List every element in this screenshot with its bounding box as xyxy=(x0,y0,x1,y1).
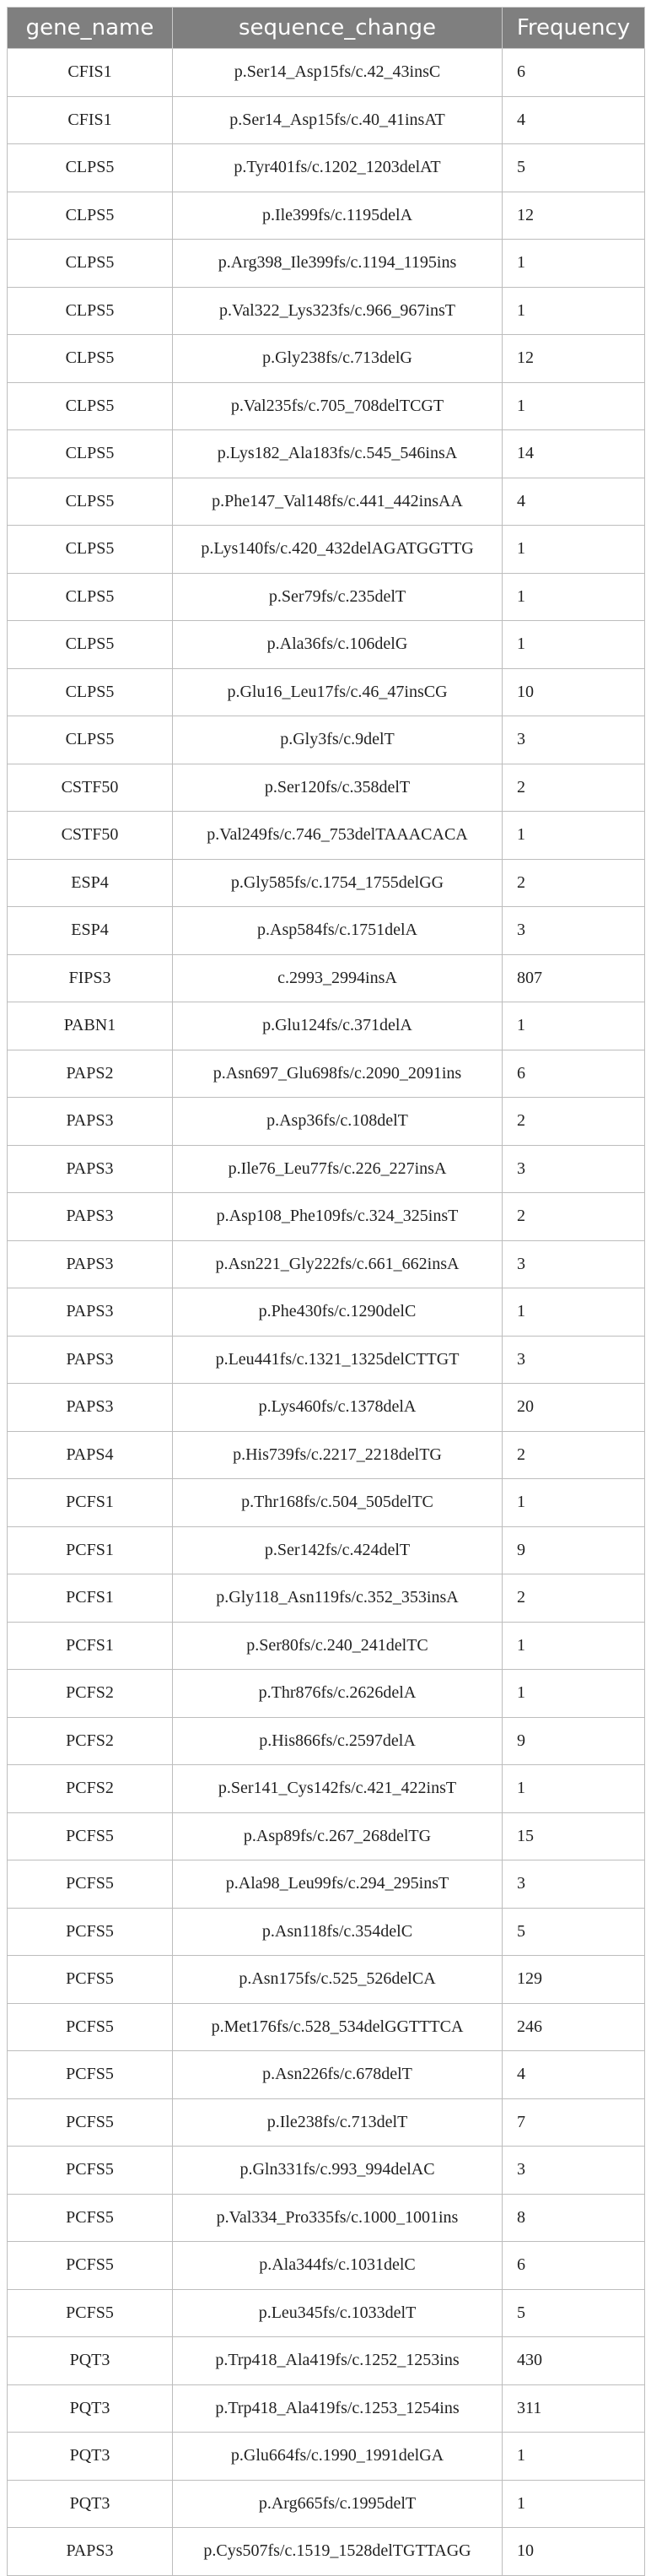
table-row xyxy=(8,907,645,955)
table-row xyxy=(8,2528,645,2576)
table-row xyxy=(8,1622,645,1670)
frequency-cell: 12 xyxy=(503,192,645,240)
sequence-change-cell: p.Ile238fs/c.713delT xyxy=(173,2098,503,2147)
table-row xyxy=(8,1431,645,1479)
frequency-cell: 20 xyxy=(503,1384,645,1432)
gene-name-cell: PAPS3 xyxy=(8,1145,173,1193)
frequency-cell: 8 xyxy=(503,2194,645,2242)
frequency-cell: 4 xyxy=(503,2051,645,2099)
gene-name-cell: PCFS5 xyxy=(8,2194,173,2242)
sequence-change-cell: p.Thr876fs/c.2626delA xyxy=(173,1670,503,1718)
gene-name-cell: CLPS5 xyxy=(8,716,173,764)
sequence-change-cell: p.Ser14_Asp15fs/c.42_43insC xyxy=(173,49,503,97)
table-row xyxy=(8,430,645,478)
frequency-cell: 3 xyxy=(503,1145,645,1193)
sequence-change-cell: c.2993_2994insA xyxy=(173,954,503,1002)
sequence-change-cell: p.Gly3fs/c.9delT xyxy=(173,716,503,764)
gene-name-cell: CLPS5 xyxy=(8,240,173,288)
header-row xyxy=(8,8,645,49)
gene-name-cell: CLPS5 xyxy=(8,573,173,621)
frequency-cell: 3 xyxy=(503,1240,645,1288)
frequency-cell: 3 xyxy=(503,907,645,955)
sequence-change-cell: p.Asp108_Phe109fs/c.324_325insT xyxy=(173,1193,503,1241)
mutation-table xyxy=(7,7,645,2576)
sequence-change-cell: p.Ser141_Cys142fs/c.421_422insT xyxy=(173,1765,503,1813)
header-sequence-change: sequence_change xyxy=(173,8,503,49)
frequency-cell: 1 xyxy=(503,812,645,860)
sequence-change-cell: p.Arg398_Ile399fs/c.1194_1195ins xyxy=(173,240,503,288)
table-body xyxy=(8,49,645,2576)
frequency-cell: 430 xyxy=(503,2337,645,2385)
gene-name-cell: PAPS3 xyxy=(8,1098,173,1146)
frequency-cell: 2 xyxy=(503,1193,645,1241)
gene-name-cell: PCFS5 xyxy=(8,2147,173,2195)
table-row xyxy=(8,621,645,669)
frequency-cell: 1 xyxy=(503,2480,645,2528)
gene-name-cell: CLPS5 xyxy=(8,621,173,669)
gene-name-cell: CLPS5 xyxy=(8,526,173,574)
frequency-cell: 2 xyxy=(503,1431,645,1479)
table-row xyxy=(8,2337,645,2385)
sequence-change-cell: p.Arg665fs/c.1995delT xyxy=(173,2480,503,2528)
gene-name-cell: PAPS3 xyxy=(8,1336,173,1384)
frequency-cell: 5 xyxy=(503,144,645,192)
sequence-change-cell: p.Ile399fs/c.1195delA xyxy=(173,192,503,240)
sequence-change-cell: p.Phe147_Val148fs/c.441_442insAA xyxy=(173,478,503,526)
sequence-change-cell: p.Lys460fs/c.1378delA xyxy=(173,1384,503,1432)
gene-name-cell: CSTF50 xyxy=(8,812,173,860)
sequence-change-cell: p.Asp584fs/c.1751delA xyxy=(173,907,503,955)
sequence-change-cell: p.Gly585fs/c.1754_1755delGG xyxy=(173,859,503,907)
frequency-cell: 3 xyxy=(503,1336,645,1384)
sequence-change-cell: p.Asp36fs/c.108delT xyxy=(173,1098,503,1146)
sequence-change-cell: p.Ala344fs/c.1031delC xyxy=(173,2242,503,2290)
table-row xyxy=(8,1860,645,1909)
table-row xyxy=(8,1812,645,1860)
table-row xyxy=(8,2003,645,2051)
table-row xyxy=(8,764,645,812)
gene-name-cell: PQT3 xyxy=(8,2433,173,2481)
frequency-cell: 1 xyxy=(503,240,645,288)
table-row xyxy=(8,1384,645,1432)
sequence-change-cell: p.Ser79fs/c.235delT xyxy=(173,573,503,621)
gene-name-cell: CLPS5 xyxy=(8,382,173,430)
gene-name-cell: PAPS3 xyxy=(8,1240,173,1288)
table-row xyxy=(8,96,645,144)
frequency-cell: 10 xyxy=(503,668,645,716)
frequency-cell: 1 xyxy=(503,1622,645,1670)
sequence-change-cell: p.Lys182_Ala183fs/c.545_546insA xyxy=(173,430,503,478)
gene-name-cell: PCFS2 xyxy=(8,1765,173,1813)
table-row xyxy=(8,1908,645,1956)
gene-name-cell: PCFS5 xyxy=(8,1908,173,1956)
frequency-cell: 1 xyxy=(503,1765,645,1813)
table-row xyxy=(8,2289,645,2337)
sequence-change-cell: p.Ile76_Leu77fs/c.226_227insA xyxy=(173,1145,503,1193)
table-row xyxy=(8,287,645,335)
table-row xyxy=(8,192,645,240)
sequence-change-cell: p.Trp418_Ala419fs/c.1253_1254ins xyxy=(173,2384,503,2433)
frequency-cell: 1 xyxy=(503,2433,645,2481)
gene-name-cell: CSTF50 xyxy=(8,764,173,812)
gene-name-cell: PABN1 xyxy=(8,1002,173,1050)
gene-name-cell: PCFS5 xyxy=(8,1812,173,1860)
table-row xyxy=(8,2098,645,2147)
sequence-change-cell: p.Val334_Pro335fs/c.1000_1001ins xyxy=(173,2194,503,2242)
gene-name-cell: PCFS5 xyxy=(8,2289,173,2337)
table-row xyxy=(8,812,645,860)
sequence-change-cell: p.Val322_Lys323fs/c.966_967insT xyxy=(173,287,503,335)
table-row xyxy=(8,573,645,621)
table-row xyxy=(8,1050,645,1098)
table-row xyxy=(8,2147,645,2195)
sequence-change-cell: p.Phe430fs/c.1290delC xyxy=(173,1288,503,1337)
sequence-change-cell: p.Trp418_Ala419fs/c.1252_1253ins xyxy=(173,2337,503,2385)
sequence-change-cell: p.Asn697_Glu698fs/c.2090_2091ins xyxy=(173,1050,503,1098)
gene-name-cell: ESP4 xyxy=(8,907,173,955)
table-row xyxy=(8,1193,645,1241)
gene-name-cell: PAPS2 xyxy=(8,1050,173,1098)
sequence-change-cell: p.Ala98_Leu99fs/c.294_295insT xyxy=(173,1860,503,1909)
table-row xyxy=(8,526,645,574)
table-row xyxy=(8,668,645,716)
frequency-cell: 6 xyxy=(503,49,645,97)
sequence-change-cell: p.Asn175fs/c.525_526delCA xyxy=(173,1956,503,2004)
frequency-cell: 5 xyxy=(503,2289,645,2337)
frequency-cell: 1 xyxy=(503,1479,645,1527)
frequency-cell: 246 xyxy=(503,2003,645,2051)
frequency-cell: 807 xyxy=(503,954,645,1002)
table-row xyxy=(8,1288,645,1337)
frequency-cell: 4 xyxy=(503,478,645,526)
frequency-cell: 15 xyxy=(503,1812,645,1860)
sequence-change-cell: p.Asn221_Gly222fs/c.661_662insA xyxy=(173,1240,503,1288)
gene-name-cell: PCFS1 xyxy=(8,1622,173,1670)
sequence-change-cell: p.Gln331fs/c.993_994delAC xyxy=(173,2147,503,2195)
table-row xyxy=(8,1956,645,2004)
frequency-cell: 10 xyxy=(503,2528,645,2576)
frequency-cell: 3 xyxy=(503,1860,645,1909)
frequency-cell: 1 xyxy=(503,287,645,335)
frequency-cell: 5 xyxy=(503,1908,645,1956)
gene-name-cell: CFIS1 xyxy=(8,49,173,97)
gene-name-cell: CLPS5 xyxy=(8,478,173,526)
frequency-cell: 1 xyxy=(503,1002,645,1050)
frequency-cell: 1 xyxy=(503,573,645,621)
frequency-cell: 7 xyxy=(503,2098,645,2147)
frequency-cell: 4 xyxy=(503,96,645,144)
sequence-change-cell: p.Ser142fs/c.424delT xyxy=(173,1526,503,1574)
table-row xyxy=(8,1574,645,1623)
sequence-change-cell: p.Leu441fs/c.1321_1325delCTTGT xyxy=(173,1336,503,1384)
sequence-change-cell: p.Leu345fs/c.1033delT xyxy=(173,2289,503,2337)
table-row xyxy=(8,2051,645,2099)
gene-name-cell: CLPS5 xyxy=(8,668,173,716)
gene-name-cell: CLPS5 xyxy=(8,192,173,240)
table-row xyxy=(8,1717,645,1765)
frequency-cell: 12 xyxy=(503,335,645,383)
table-row xyxy=(8,478,645,526)
table-row xyxy=(8,859,645,907)
sequence-change-cell: p.Gly118_Asn119fs/c.352_353insA xyxy=(173,1574,503,1623)
sequence-change-cell: p.Met176fs/c.528_534delGGTTTCA xyxy=(173,2003,503,2051)
table-row xyxy=(8,954,645,1002)
frequency-cell: 3 xyxy=(503,716,645,764)
table-row xyxy=(8,1240,645,1288)
table-row xyxy=(8,1002,645,1050)
table-row xyxy=(8,1765,645,1813)
gene-name-cell: PQT3 xyxy=(8,2337,173,2385)
gene-name-cell: CLPS5 xyxy=(8,335,173,383)
table-row xyxy=(8,1526,645,1574)
table-row xyxy=(8,2480,645,2528)
sequence-change-cell: p.Glu124fs/c.371delA xyxy=(173,1002,503,1050)
frequency-cell: 9 xyxy=(503,1717,645,1765)
gene-name-cell: PCFS5 xyxy=(8,2242,173,2290)
sequence-change-cell: p.Thr168fs/c.504_505delTC xyxy=(173,1479,503,1527)
table-row xyxy=(8,1145,645,1193)
gene-name-cell: PCFS1 xyxy=(8,1574,173,1623)
frequency-cell: 14 xyxy=(503,430,645,478)
gene-name-cell: PCFS2 xyxy=(8,1670,173,1718)
gene-name-cell: PCFS1 xyxy=(8,1479,173,1527)
table-row xyxy=(8,1336,645,1384)
frequency-cell: 2 xyxy=(503,1098,645,1146)
sequence-change-cell: p.Ser120fs/c.358delT xyxy=(173,764,503,812)
table-row xyxy=(8,1098,645,1146)
frequency-cell: 2 xyxy=(503,859,645,907)
gene-name-cell: PCFS5 xyxy=(8,1956,173,2004)
frequency-cell: 3 xyxy=(503,2147,645,2195)
gene-name-cell: PAPS3 xyxy=(8,1288,173,1337)
table-row xyxy=(8,49,645,97)
table-row xyxy=(8,2242,645,2290)
frequency-cell: 1 xyxy=(503,621,645,669)
table-row xyxy=(8,335,645,383)
table-row xyxy=(8,240,645,288)
gene-name-cell: FIPS3 xyxy=(8,954,173,1002)
gene-name-cell: CFIS1 xyxy=(8,96,173,144)
frequency-cell: 6 xyxy=(503,2242,645,2290)
frequency-cell: 6 xyxy=(503,1050,645,1098)
gene-name-cell: CLPS5 xyxy=(8,287,173,335)
gene-name-cell: PCFS5 xyxy=(8,2051,173,2099)
sequence-change-cell: p.Asn226fs/c.678delT xyxy=(173,2051,503,2099)
table-row xyxy=(8,382,645,430)
table-row xyxy=(8,2384,645,2433)
sequence-change-cell: p.Asn118fs/c.354delC xyxy=(173,1908,503,1956)
sequence-change-cell: p.Ala36fs/c.106delG xyxy=(173,621,503,669)
sequence-change-cell: p.His739fs/c.2217_2218delTG xyxy=(173,1431,503,1479)
sequence-change-cell: p.Val249fs/c.746_753delTAAACACA xyxy=(173,812,503,860)
gene-name-cell: PCFS2 xyxy=(8,1717,173,1765)
frequency-cell: 129 xyxy=(503,1956,645,2004)
gene-name-cell: PAPS3 xyxy=(8,1193,173,1241)
gene-name-cell: PQT3 xyxy=(8,2480,173,2528)
frequency-cell: 1 xyxy=(503,1288,645,1337)
header-gene-name: gene_name xyxy=(8,8,173,49)
gene-name-cell: PAPS4 xyxy=(8,1431,173,1479)
table-row xyxy=(8,2433,645,2481)
sequence-change-cell: p.His866fs/c.2597delA xyxy=(173,1717,503,1765)
gene-name-cell: PAPS3 xyxy=(8,1384,173,1432)
sequence-change-cell: p.Glu16_Leu17fs/c.46_47insCG xyxy=(173,668,503,716)
gene-name-cell: PAPS3 xyxy=(8,2528,173,2576)
frequency-cell: 2 xyxy=(503,764,645,812)
table-row xyxy=(8,144,645,192)
gene-name-cell: PQT3 xyxy=(8,2384,173,2433)
header-frequency: Frequency xyxy=(503,8,645,49)
frequency-cell: 1 xyxy=(503,1670,645,1718)
sequence-change-cell: p.Ser80fs/c.240_241delTC xyxy=(173,1622,503,1670)
frequency-cell: 1 xyxy=(503,382,645,430)
gene-name-cell: CLPS5 xyxy=(8,144,173,192)
sequence-change-cell: p.Asp89fs/c.267_268delTG xyxy=(173,1812,503,1860)
table-row xyxy=(8,1479,645,1527)
frequency-cell: 2 xyxy=(503,1574,645,1623)
gene-name-cell: PCFS5 xyxy=(8,2098,173,2147)
table-row xyxy=(8,716,645,764)
sequence-change-cell: p.Lys140fs/c.420_432delAGATGGTTG xyxy=(173,526,503,574)
sequence-change-cell: p.Ser14_Asp15fs/c.40_41insAT xyxy=(173,96,503,144)
frequency-cell: 1 xyxy=(503,526,645,574)
gene-name-cell: ESP4 xyxy=(8,859,173,907)
gene-name-cell: PCFS1 xyxy=(8,1526,173,1574)
frequency-cell: 311 xyxy=(503,2384,645,2433)
frequency-cell: 9 xyxy=(503,1526,645,1574)
gene-name-cell: CLPS5 xyxy=(8,430,173,478)
sequence-change-cell: p.Tyr401fs/c.1202_1203delAT xyxy=(173,144,503,192)
gene-name-cell: PCFS5 xyxy=(8,2003,173,2051)
sequence-change-cell: p.Val235fs/c.705_708delTCGT xyxy=(173,382,503,430)
sequence-change-cell: p.Gly238fs/c.713delG xyxy=(173,335,503,383)
table-row xyxy=(8,2194,645,2242)
gene-name-cell: PCFS5 xyxy=(8,1860,173,1909)
table-row xyxy=(8,1670,645,1718)
sequence-change-cell: p.Cys507fs/c.1519_1528delTGTTAGG xyxy=(173,2528,503,2576)
sequence-change-cell: p.Glu664fs/c.1990_1991delGA xyxy=(173,2433,503,2481)
